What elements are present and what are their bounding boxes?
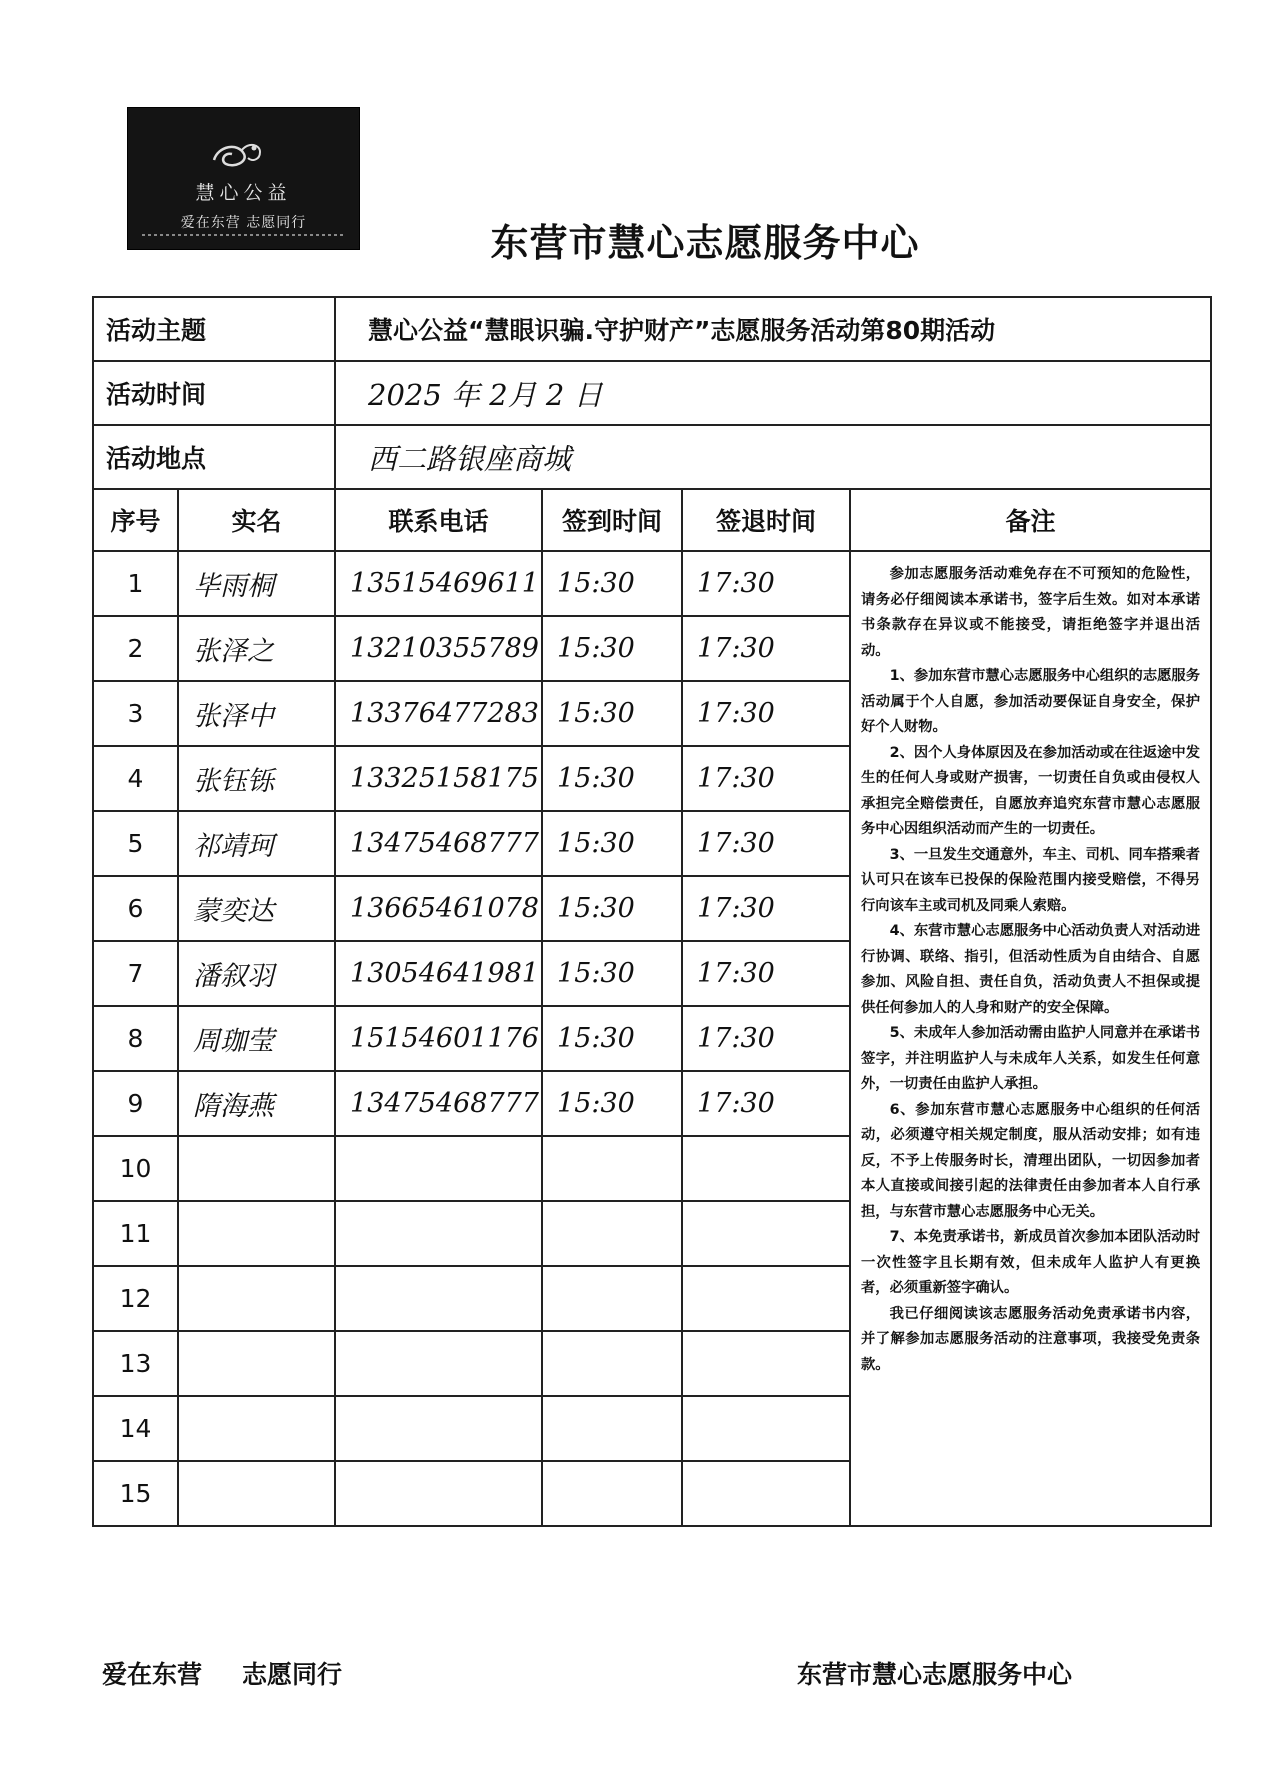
- row-name: [178, 1396, 335, 1461]
- row-checkout-time: [682, 1331, 850, 1396]
- row-name: 张泽中: [178, 681, 335, 746]
- row-phone: 13376477283: [335, 681, 542, 746]
- row-checkout-time: 17:30: [682, 876, 850, 941]
- disclaimer-paragraph: 4、东营市慧心志愿服务中心活动负责人对活动进行协调、联络、指引，但活动性质为自由结合、自愿参加、风险自担、责任自负，活动负责人不担保或提供任何参加人的人身和财产的安全保障。: [861, 923, 1201, 1016]
- place-value: 西二路银座商城: [335, 425, 1211, 489]
- row-checkout-time: 17:30: [682, 681, 850, 746]
- col-header-checkin: 签到时间: [542, 489, 682, 551]
- row-name: 张泽之: [178, 616, 335, 681]
- row-phone: [335, 1266, 542, 1331]
- row-name: 蒙奕达: [178, 876, 335, 941]
- disclaimer-paragraph: 7、本免责承诺书，新成员首次参加本团队活动时一次性签字且长期有效，但未成年人监护人有更换者，必须重新签字确认。: [861, 1229, 1201, 1296]
- disclaimer-notes: [850, 551, 1211, 1526]
- row-checkout-time: 17:30: [682, 941, 850, 1006]
- row-name: [178, 1461, 335, 1526]
- logo-divider: [142, 234, 345, 236]
- row-name: [178, 1201, 335, 1266]
- row-name: [178, 1136, 335, 1201]
- row-checkout-time: [682, 1461, 850, 1526]
- row-number: 5: [93, 811, 178, 876]
- col-header-phone: 联系电话: [335, 489, 542, 551]
- time-value: 2025 年 2月 2 日: [335, 361, 1211, 425]
- row-number: 1: [93, 551, 178, 616]
- row-phone: [335, 1396, 542, 1461]
- row-number: 13: [93, 1331, 178, 1396]
- row-checkin-time: [542, 1331, 682, 1396]
- disclaimer-paragraph: 2、因个人身体原因及在参加活动或在往返途中发生的任何人身或财产损害，一切责任自负或由侵权人承担完全赔偿责任，自愿放弃追究东营市慧心志愿服务中心因组织活动而产生的一切责任。: [861, 744, 1201, 837]
- row-checkin-time: 15:30: [542, 811, 682, 876]
- row-phone: [335, 1461, 542, 1526]
- row-phone: 13475468777: [335, 811, 542, 876]
- row-phone: [335, 1331, 542, 1396]
- row-checkout-time: 17:30: [682, 811, 850, 876]
- logo-name: 慧心公益: [195, 182, 292, 204]
- row-checkout-time: 17:30: [682, 551, 850, 616]
- row-checkin-time: 15:30: [542, 616, 682, 681]
- col-header-name: 实名: [178, 489, 335, 551]
- row-number: 10: [93, 1136, 178, 1201]
- row-number: 2: [93, 616, 178, 681]
- row-number: 9: [93, 1071, 178, 1136]
- row-number: 4: [93, 746, 178, 811]
- row-name: 毕雨桐: [178, 551, 335, 616]
- row-phone: [335, 1201, 542, 1266]
- row-checkout-time: 17:30: [682, 1071, 850, 1136]
- footer-slogan: [102, 1655, 382, 1691]
- disclaimer-paragraph: 6、参加东营市慧心志愿服务中心组织的任何活动，必须遵守相关规定制度，服从活动安排；如有违反，不予上传服务时长，清理出团队，一切因参加者本人直接或间接引起的法律责任由参加者本人自行承担，与东营市慧心志愿服务中心无关。: [861, 1101, 1201, 1220]
- document-title: 东营市慧心志愿服务中心: [490, 221, 920, 265]
- disclaimer-paragraph: 5、未成年人参加活动需由监护人同意并在承诺书签字，并注明监护人与未成年人关系，如发生任何意外，一切责任由监护人承担。: [861, 1025, 1201, 1092]
- theme-label: 活动主题: [93, 297, 335, 361]
- row-checkin-time: 15:30: [542, 1006, 682, 1071]
- disclaimer-paragraph: 1、参加东营市慧心志愿服务中心组织的志愿服务活动属于个人自愿，参加活动要保证自身安全，保护好个人财物。: [861, 668, 1201, 735]
- row-phone: 13475468777: [335, 1071, 542, 1136]
- col-header-number: 序号: [93, 489, 178, 551]
- footer-slogan-left: 爱在东营: [102, 1660, 203, 1689]
- time-label: 活动时间: [93, 361, 335, 425]
- column-header-row: [93, 489, 1211, 551]
- row-checkout-time: [682, 1201, 850, 1266]
- row-phone: 13515469611: [335, 551, 542, 616]
- logo-slogan: 爱在东营 志愿同行: [180, 215, 307, 231]
- table-row: [93, 551, 1211, 616]
- row-number: 8: [93, 1006, 178, 1071]
- row-number: 11: [93, 1201, 178, 1266]
- row-checkout-time: 17:30: [682, 746, 850, 811]
- row-checkin-time: 15:30: [542, 681, 682, 746]
- row-phone: 13054641981: [335, 941, 542, 1006]
- row-phone: 13325158175: [335, 746, 542, 811]
- row-checkin-time: 15:30: [542, 941, 682, 1006]
- row-number: 7: [93, 941, 178, 1006]
- row-name: [178, 1266, 335, 1331]
- row-name: [178, 1331, 335, 1396]
- row-number: 14: [93, 1396, 178, 1461]
- theme-value: 慧心公益“慧眼识骗.守护财产”志愿服务活动第80期活动: [335, 297, 1211, 361]
- row-name: 隋海燕: [178, 1071, 335, 1136]
- disclaimer-paragraph: 我已仔细阅读该志愿服务活动免责承诺书内容，并了解参加志愿服务活动的注意事项，我接受免责条款。: [861, 1305, 1201, 1373]
- row-phone: 15154601176: [335, 1006, 542, 1071]
- disclaimer-paragraph: 参加志愿服务活动难免存在不可预知的危险性，请务必仔细阅读本承诺书，签字后生效。如对本承诺书条款存在异议或不能接受，请拒绝签字并退出活动。: [861, 566, 1201, 659]
- col-header-notes: 备注: [850, 489, 1211, 551]
- row-number: 6: [93, 876, 178, 941]
- registration-table: [92, 296, 1212, 1527]
- row-checkout-time: 17:30: [682, 1006, 850, 1071]
- row-checkout-time: [682, 1396, 850, 1461]
- footer-slogan-right: 志愿同行: [242, 1660, 343, 1689]
- row-checkout-time: 17:30: [682, 616, 850, 681]
- footer-organization: 东营市慧心志愿服务中心: [797, 1660, 1073, 1689]
- row-checkin-time: [542, 1266, 682, 1331]
- row-phone: 13210355789: [335, 616, 542, 681]
- row-number: 3: [93, 681, 178, 746]
- organization-logo: [127, 107, 360, 250]
- row-checkin-time: 15:30: [542, 551, 682, 616]
- row-checkin-time: 15:30: [542, 876, 682, 941]
- row-name: 祁靖珂: [178, 811, 335, 876]
- row-checkout-time: [682, 1266, 850, 1331]
- row-number: 12: [93, 1266, 178, 1331]
- row-name: 周珈莹: [178, 1006, 335, 1071]
- row-checkin-time: [542, 1136, 682, 1201]
- disclaimer-paragraph: 3、一旦发生交通意外，车主、司机、同车搭乘者认可只在该车已投保的保险范围内接受赔偿，不得另行向该车主或司机及同乘人索赔。: [861, 846, 1201, 914]
- logo-emblem-icon: [208, 138, 266, 172]
- row-phone: 13665461078: [335, 876, 542, 941]
- row-checkin-time: [542, 1201, 682, 1266]
- row-checkin-time: [542, 1461, 682, 1526]
- row-number: 15: [93, 1461, 178, 1526]
- row-name: 潘叙羽: [178, 941, 335, 1006]
- place-label: 活动地点: [93, 425, 335, 489]
- row-checkin-time: [542, 1396, 682, 1461]
- col-header-checkout: 签退时间: [682, 489, 850, 551]
- row-checkin-time: 15:30: [542, 1071, 682, 1136]
- row-phone: [335, 1136, 542, 1201]
- row-checkin-time: 15:30: [542, 746, 682, 811]
- row-checkout-time: [682, 1136, 850, 1201]
- row-name: 张钰铄: [178, 746, 335, 811]
